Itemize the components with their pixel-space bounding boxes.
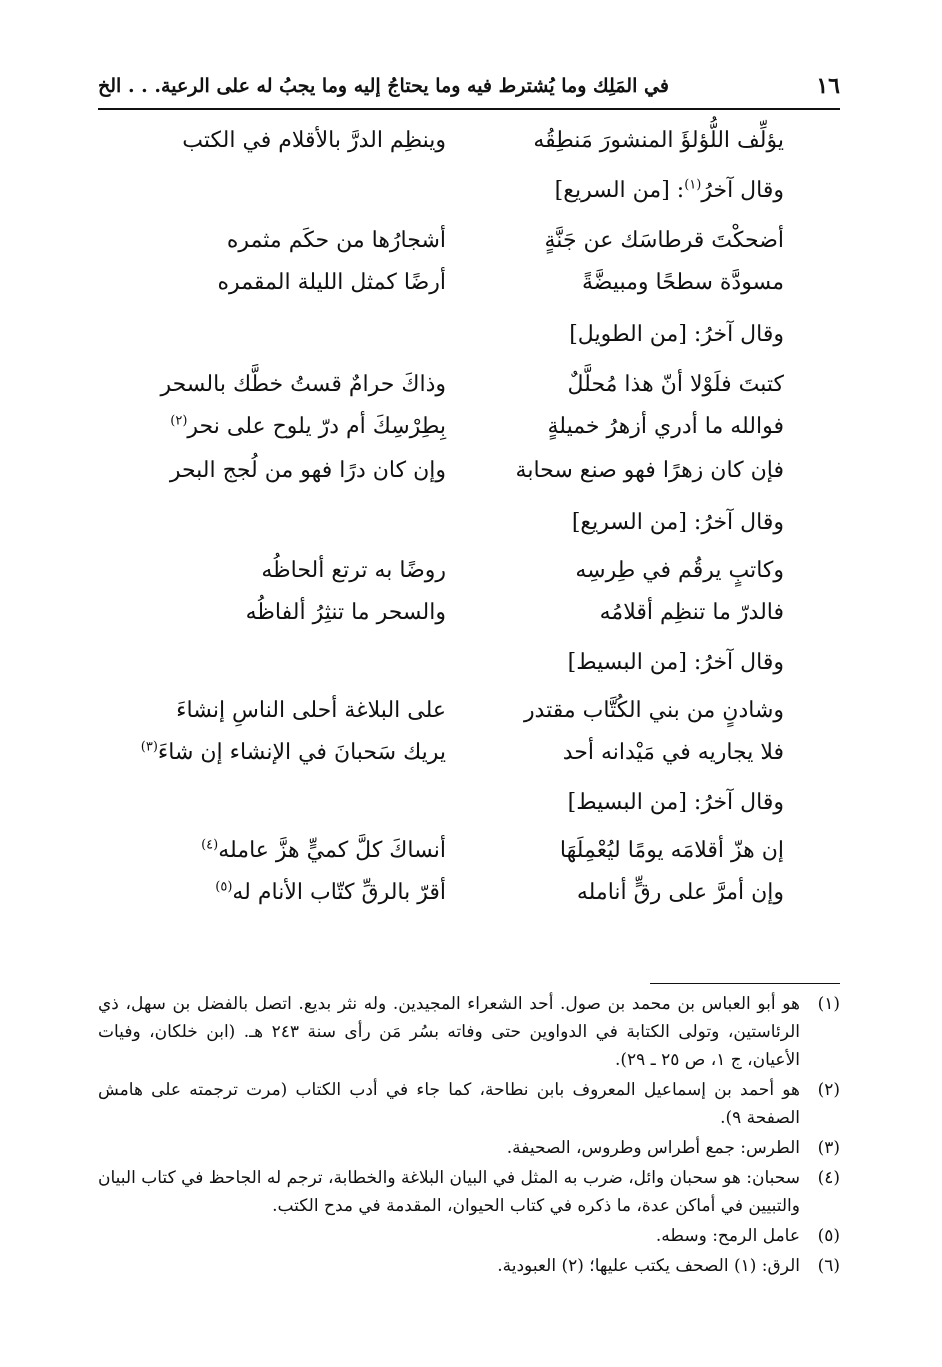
verse-line (98, 372, 840, 420)
verse-line (98, 270, 840, 318)
first-hemistich: مسودَّة سطحًا ومبيضَّةً (581, 270, 784, 295)
footnote-reference: (٢) (170, 413, 188, 429)
verse-line (98, 838, 840, 886)
verse-line (98, 600, 840, 648)
first-hemistich: أضحكْتَ قرطاسَك عن جَنَّةٍ (544, 228, 784, 253)
hemistich-text: يريك سَحبانَ في الإنشاء إن شاءَ (157, 740, 446, 765)
meter-label: : [من السريع] (554, 178, 685, 203)
footnote-text: هو أحمد بن إسماعيل المعروف بابن نطاحة، كما جاء في أدب الكتاب (مرت ترجمته على هامش الصفحة ٩). (98, 1080, 800, 1128)
footnote-text: سحبان: هو سحبان وائل، ضرب به المثل في البيان البلاغة والخطابة، ترجم له الجاحظ في كتاب البيان والتبيين في أماكن عدة، ما ذكره في كتاب الحيوان، المقدمة في مدح الكتب. (98, 1168, 800, 1216)
hemistich-text: أقرّ بالرقِّ كتّاب الأنام له (232, 880, 446, 905)
footnote-text: الطرس: جمع أطراس وطروس، الصحيفة. (506, 1138, 800, 1158)
footnote (98, 990, 840, 1074)
page-number: ١٦ (816, 73, 840, 99)
verse-line (98, 414, 840, 462)
verse-line (98, 558, 840, 606)
footnote (98, 1134, 840, 1162)
footnote-number: (٦) (817, 1256, 840, 1276)
second-hemistich: روضًا به ترتع ألحاظُه (261, 558, 446, 583)
first-hemistich: كتبتَ فلَوْلا أنّ هذا مُحلَّلٌ (567, 372, 784, 397)
second-hemistich: وذاكَ حرامٌ قستُ خطَّك بالسحر (160, 372, 446, 397)
footnote-number: (٣) (817, 1138, 840, 1158)
first-hemistich: وشادنٍ من بني الكُتَّاب مقتدر (523, 698, 784, 723)
first-hemistich: فإن كان زهرًا فهو صنع سحابة (515, 458, 784, 483)
second-hemistich: وإن كان درًا فهو من لُجج البحر (169, 458, 446, 483)
footnote-reference: (٥) (215, 879, 233, 895)
footnote-reference: (٤) (201, 837, 219, 853)
hemistich-text: أنساكَ كلَّ كميٍّ هزَّ عامله (218, 838, 446, 863)
second-hemistich (140, 739, 446, 765)
poem-introduction (555, 178, 784, 203)
footnotes (98, 990, 840, 1282)
second-hemistich (156, 838, 446, 863)
footnote-number: (٥) (817, 1226, 840, 1246)
first-hemistich: وكاتبٍ يرقُم في طِرسِه (575, 558, 784, 583)
first-hemistich: فالدرّ ما تنظِم أقلامُه (599, 600, 784, 625)
footnote-text: هو أبو العباس بن محمد بن صول. أحد الشعراء المجيدين. وله نثر بديع. اتصل بالفضل بن سهل، ذي الرئاستين، وتولى الكتابة في الدواوين حتى وفاته بسُر مَن رأى سنة ٢٤٣ هـ. (ابن خلكان، وفيات الأعيان، ج ١، ص ٢٥ ـ ٢٩). (98, 994, 800, 1070)
second-hemistich: على البلاغة أحلى الناسِ إنشاءَ (176, 698, 446, 723)
second-hemistich: أرضًا كمثل الليلة المقمره (217, 270, 446, 295)
footnote-number: (٤) (817, 1168, 840, 1188)
verse-line (98, 740, 840, 788)
footnote-reference: (٣) (140, 739, 158, 755)
running-title: في المَلِك وما يُشترط فيه وما يحتاجُ إليه وما يجبُ له على الرعية. . . الخ (98, 75, 669, 97)
verse-line (98, 458, 840, 506)
footnote-number: (١) (817, 994, 840, 1014)
poem-introduction: وقال آخرُ: [من البسيط] (567, 650, 784, 675)
footnote (98, 1164, 840, 1220)
second-hemistich (156, 414, 446, 439)
second-hemistich: أشجارُها من حكَم مثمره (226, 228, 446, 253)
verse-line (98, 880, 840, 928)
first-hemistich: وإن أمرَّ على رقٍّ أنامله (576, 880, 784, 905)
footnote (98, 1076, 840, 1132)
second-hemistich: وينظِم الدرَّ بالأقلام في الكتب (182, 128, 446, 153)
verse-line (98, 128, 840, 176)
introduction-text: وقال آخرُ (701, 178, 784, 203)
first-hemistich: فوالله ما أدري أزهرُ خميلةٍ (547, 414, 784, 439)
footnote-text: الرق: (١) الصحف يكتب عليها؛ (٢) العبودية. (497, 1256, 800, 1276)
poem-introduction: وقال آخرُ: [من السريع] (571, 510, 784, 535)
footnote-number: (٢) (817, 1080, 840, 1100)
poem-introduction: وقال آخرُ: [من الطويل] (569, 322, 784, 347)
first-hemistich: فلا يجاريه في مَيْدانه أحد (562, 740, 784, 765)
first-hemistich: يؤلِّف اللُّؤلؤَ المنشورَ مَنطِقُه (533, 128, 784, 153)
footnote-text: عامل الرمح: وسطه. (655, 1226, 800, 1246)
second-hemistich (156, 880, 446, 905)
footnote (98, 1222, 840, 1250)
verse-line (98, 698, 840, 746)
verse-line (98, 228, 840, 276)
first-hemistich: إن هزّ أقلامَه يومًا ليُعْمِلَهَا (559, 838, 784, 863)
second-hemistich: والسحر ما تنثِرُ ألفاظُه (245, 600, 446, 625)
hemistich-text: بِطِرْسِكَ أم درّ يلوح على نحر (187, 414, 446, 439)
footnote-separator (650, 983, 840, 984)
footnote (98, 1252, 840, 1280)
page-header (98, 64, 840, 110)
footnote-reference: (١) (684, 177, 702, 193)
poem-introduction: وقال آخرُ: [من البسيط] (567, 790, 784, 815)
